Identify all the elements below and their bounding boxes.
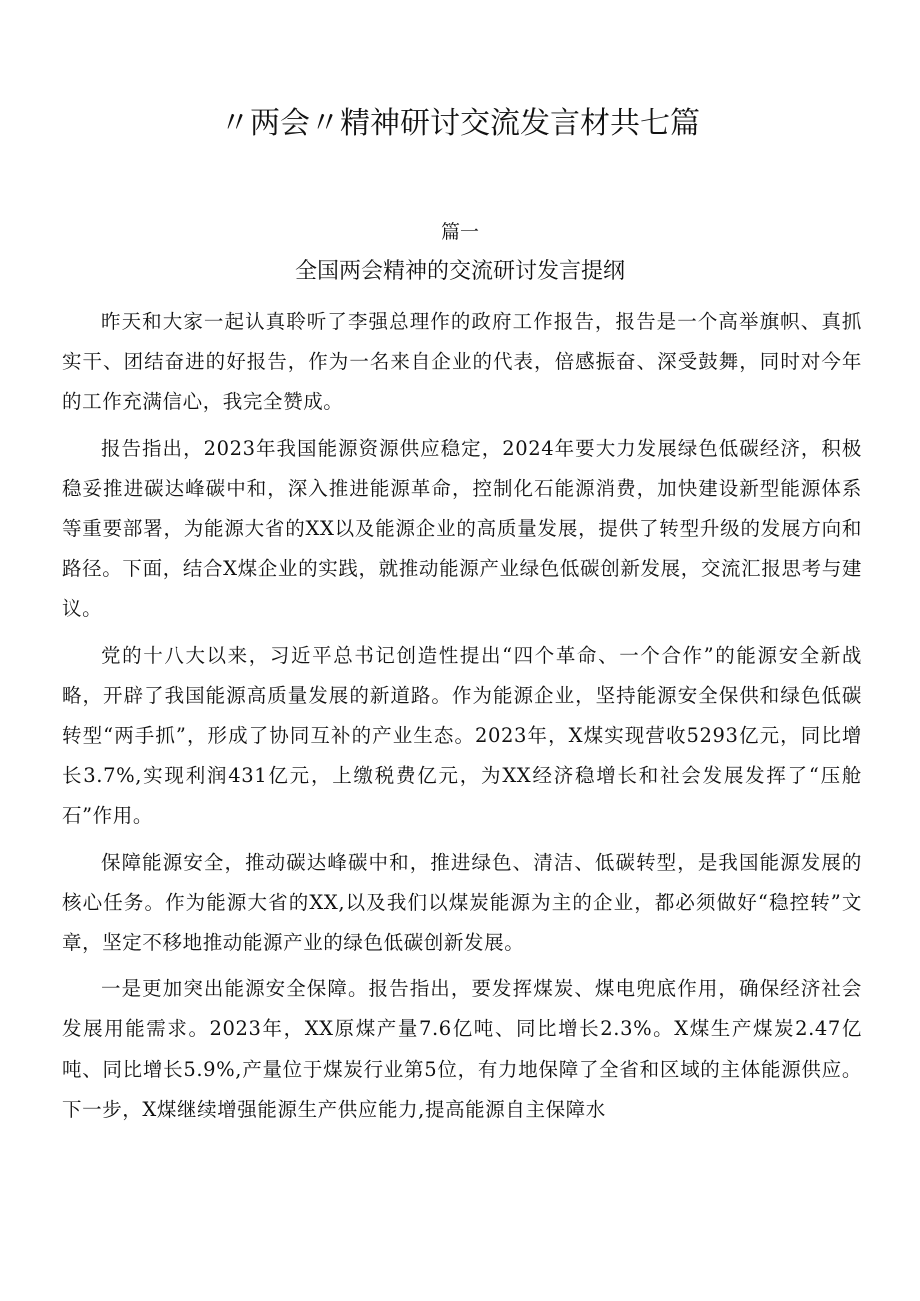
section-title: 全国两会精神的交流研讨发言提纲	[294, 259, 625, 284]
paragraph: 保障能源安全，推动碳达峰碳中和，推进绿色、清洁、低碳转型，是我国能源发展的核心任务。作为能源大省的XX,以及我们以煤炭能源为主的企业，都必须做好“稳控转”文章，坚定不移地推动能源产业的绿色低碳创新发展。	[62, 850, 862, 955]
paragraph: 昨天和大家一起认真聆听了李强总理作的政府工作报告，报告是一个高举旗帜、真抓实干、团结奋进的好报告，作为一名来自企业的代表，倍感振奋、深受鼓舞，同时对今年的工作充满信心，我完全赞成。	[62, 310, 862, 414]
document-title: 〃两会〃精神研讨交流发言材共七篇	[220, 106, 700, 141]
paragraph: 一是更加突出能源安全保障。报告指出，要发挥煤炭、煤电兜底作用，确保经济社会发展用能需求。2023年，XX原煤产量7.6亿吨、同比增长2.3%。X煤生产煤炭2.47亿吨、同比增长5.9%,产量位于煤炭行业第5位，有力地保障了全省和区域的主体能源供应。下一步，X煤继续增强能源生产供应能力,提高能源自主保障水	[62, 977, 862, 1121]
document-body	[62, 302, 862, 1136]
section-label: 篇一	[440, 221, 479, 243]
paragraph: 报告指出，2023年我国能源资源供应稳定，2024年要大力发展绿色低碳经济，积极稳妥推进碳达峰碳中和，深入推进能源革命，控制化石能源消费，加快建设新型能源体系等重要部署，为能源大省的XX以及能源企业的高质量发展，提供了转型升级的发展方向和路径。下面，结合X煤企业的实践，就推动能源产业绿色低碳创新发展，交流汇报思考与建议。	[62, 436, 862, 621]
paragraph: 党的十八大以来，习近平总书记创造性提出“四个革命、一个合作”的能源安全新战略，开辟了我国能源高质量发展的新道路。作为能源企业，坚持能源安全保供和绿色低碳转型“两手抓”，形成了协同互补的产业生态。2023年，X煤实现营收5293亿元，同比增长3.7%,实现利润431亿元，上缴税费亿元，为XX经济稳增长和社会发展发挥了“压舱石”作用。	[62, 643, 862, 828]
